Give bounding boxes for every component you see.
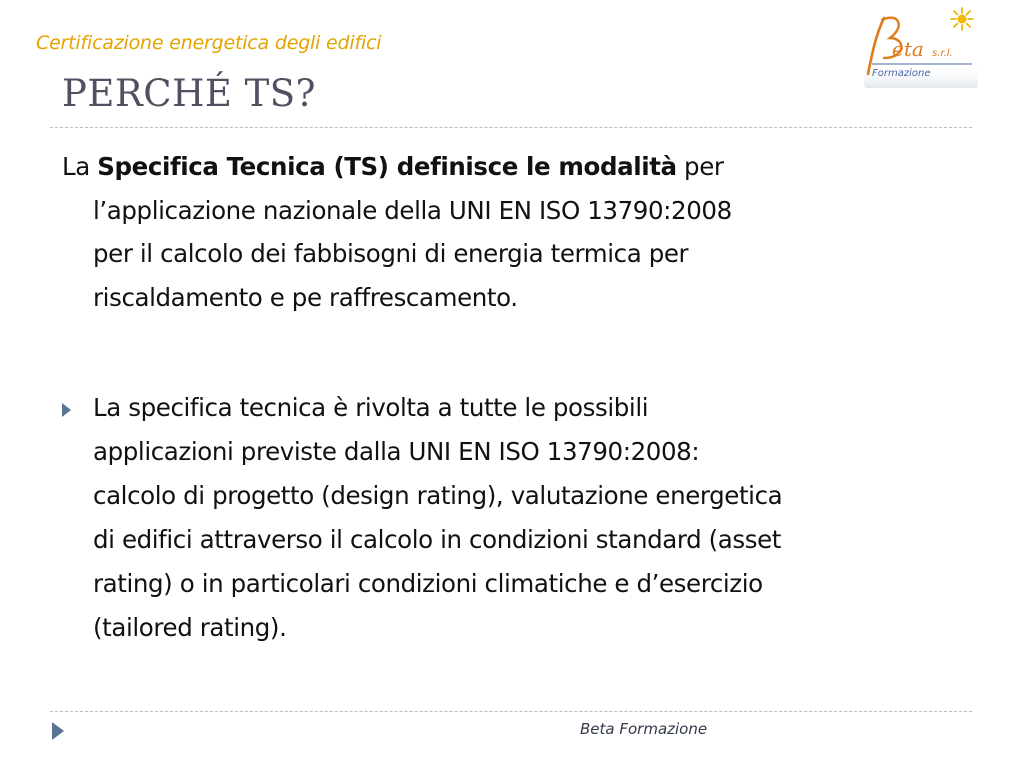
intro-tail: per (676, 152, 724, 181)
footer-text: Beta Formazione (580, 720, 708, 738)
bullet-line: calcolo di progetto (design rating), valutazione energetica (93, 481, 783, 510)
intro-bold-phrase: Specifica Tecnica (TS) definisce le modalità (97, 152, 677, 181)
footer-divider (50, 711, 972, 712)
intro-line: per il calcolo dei fabbisogni di energia termica per (93, 239, 689, 268)
header-divider (50, 127, 972, 128)
intro-paragraph (62, 145, 962, 319)
beta-formazione-logo (862, 4, 980, 90)
bullet-text (93, 386, 973, 650)
bullet-line: applicazioni previste dalla UNI EN ISO 13790:2008: (93, 437, 700, 466)
sun-icon (951, 8, 973, 30)
logo-tagline: Formazione (872, 68, 931, 79)
slide-subtitle: Certificazione energetica degli edifici (36, 32, 382, 54)
bullet-line: (tailored rating). (93, 613, 287, 642)
next-slide-arrow-icon[interactable] (52, 722, 64, 740)
triangle-bullet-icon (62, 403, 71, 417)
logo-graphic (862, 4, 980, 90)
intro-first-line (62, 145, 962, 189)
logo-suffix: s.r.l. (932, 48, 953, 59)
bullet-line: di edifici attraverso il calcolo in condizioni standard (asset (93, 525, 781, 554)
intro-lead: La (62, 152, 98, 181)
slide-title: PERCHÉ TS? (62, 72, 316, 115)
bullet-line: rating) o in particolari condizioni climatiche e d’esercizio (93, 569, 763, 598)
intro-line: l’applicazione nazionale della UNI EN ISO 13790:2008 (93, 195, 732, 225)
logo-name: eta (892, 37, 924, 61)
intro-line: riscaldamento e pe raffrescamento. (93, 282, 518, 312)
bullet-line: La specifica tecnica è rivolta a tutte le possibili (93, 393, 649, 422)
